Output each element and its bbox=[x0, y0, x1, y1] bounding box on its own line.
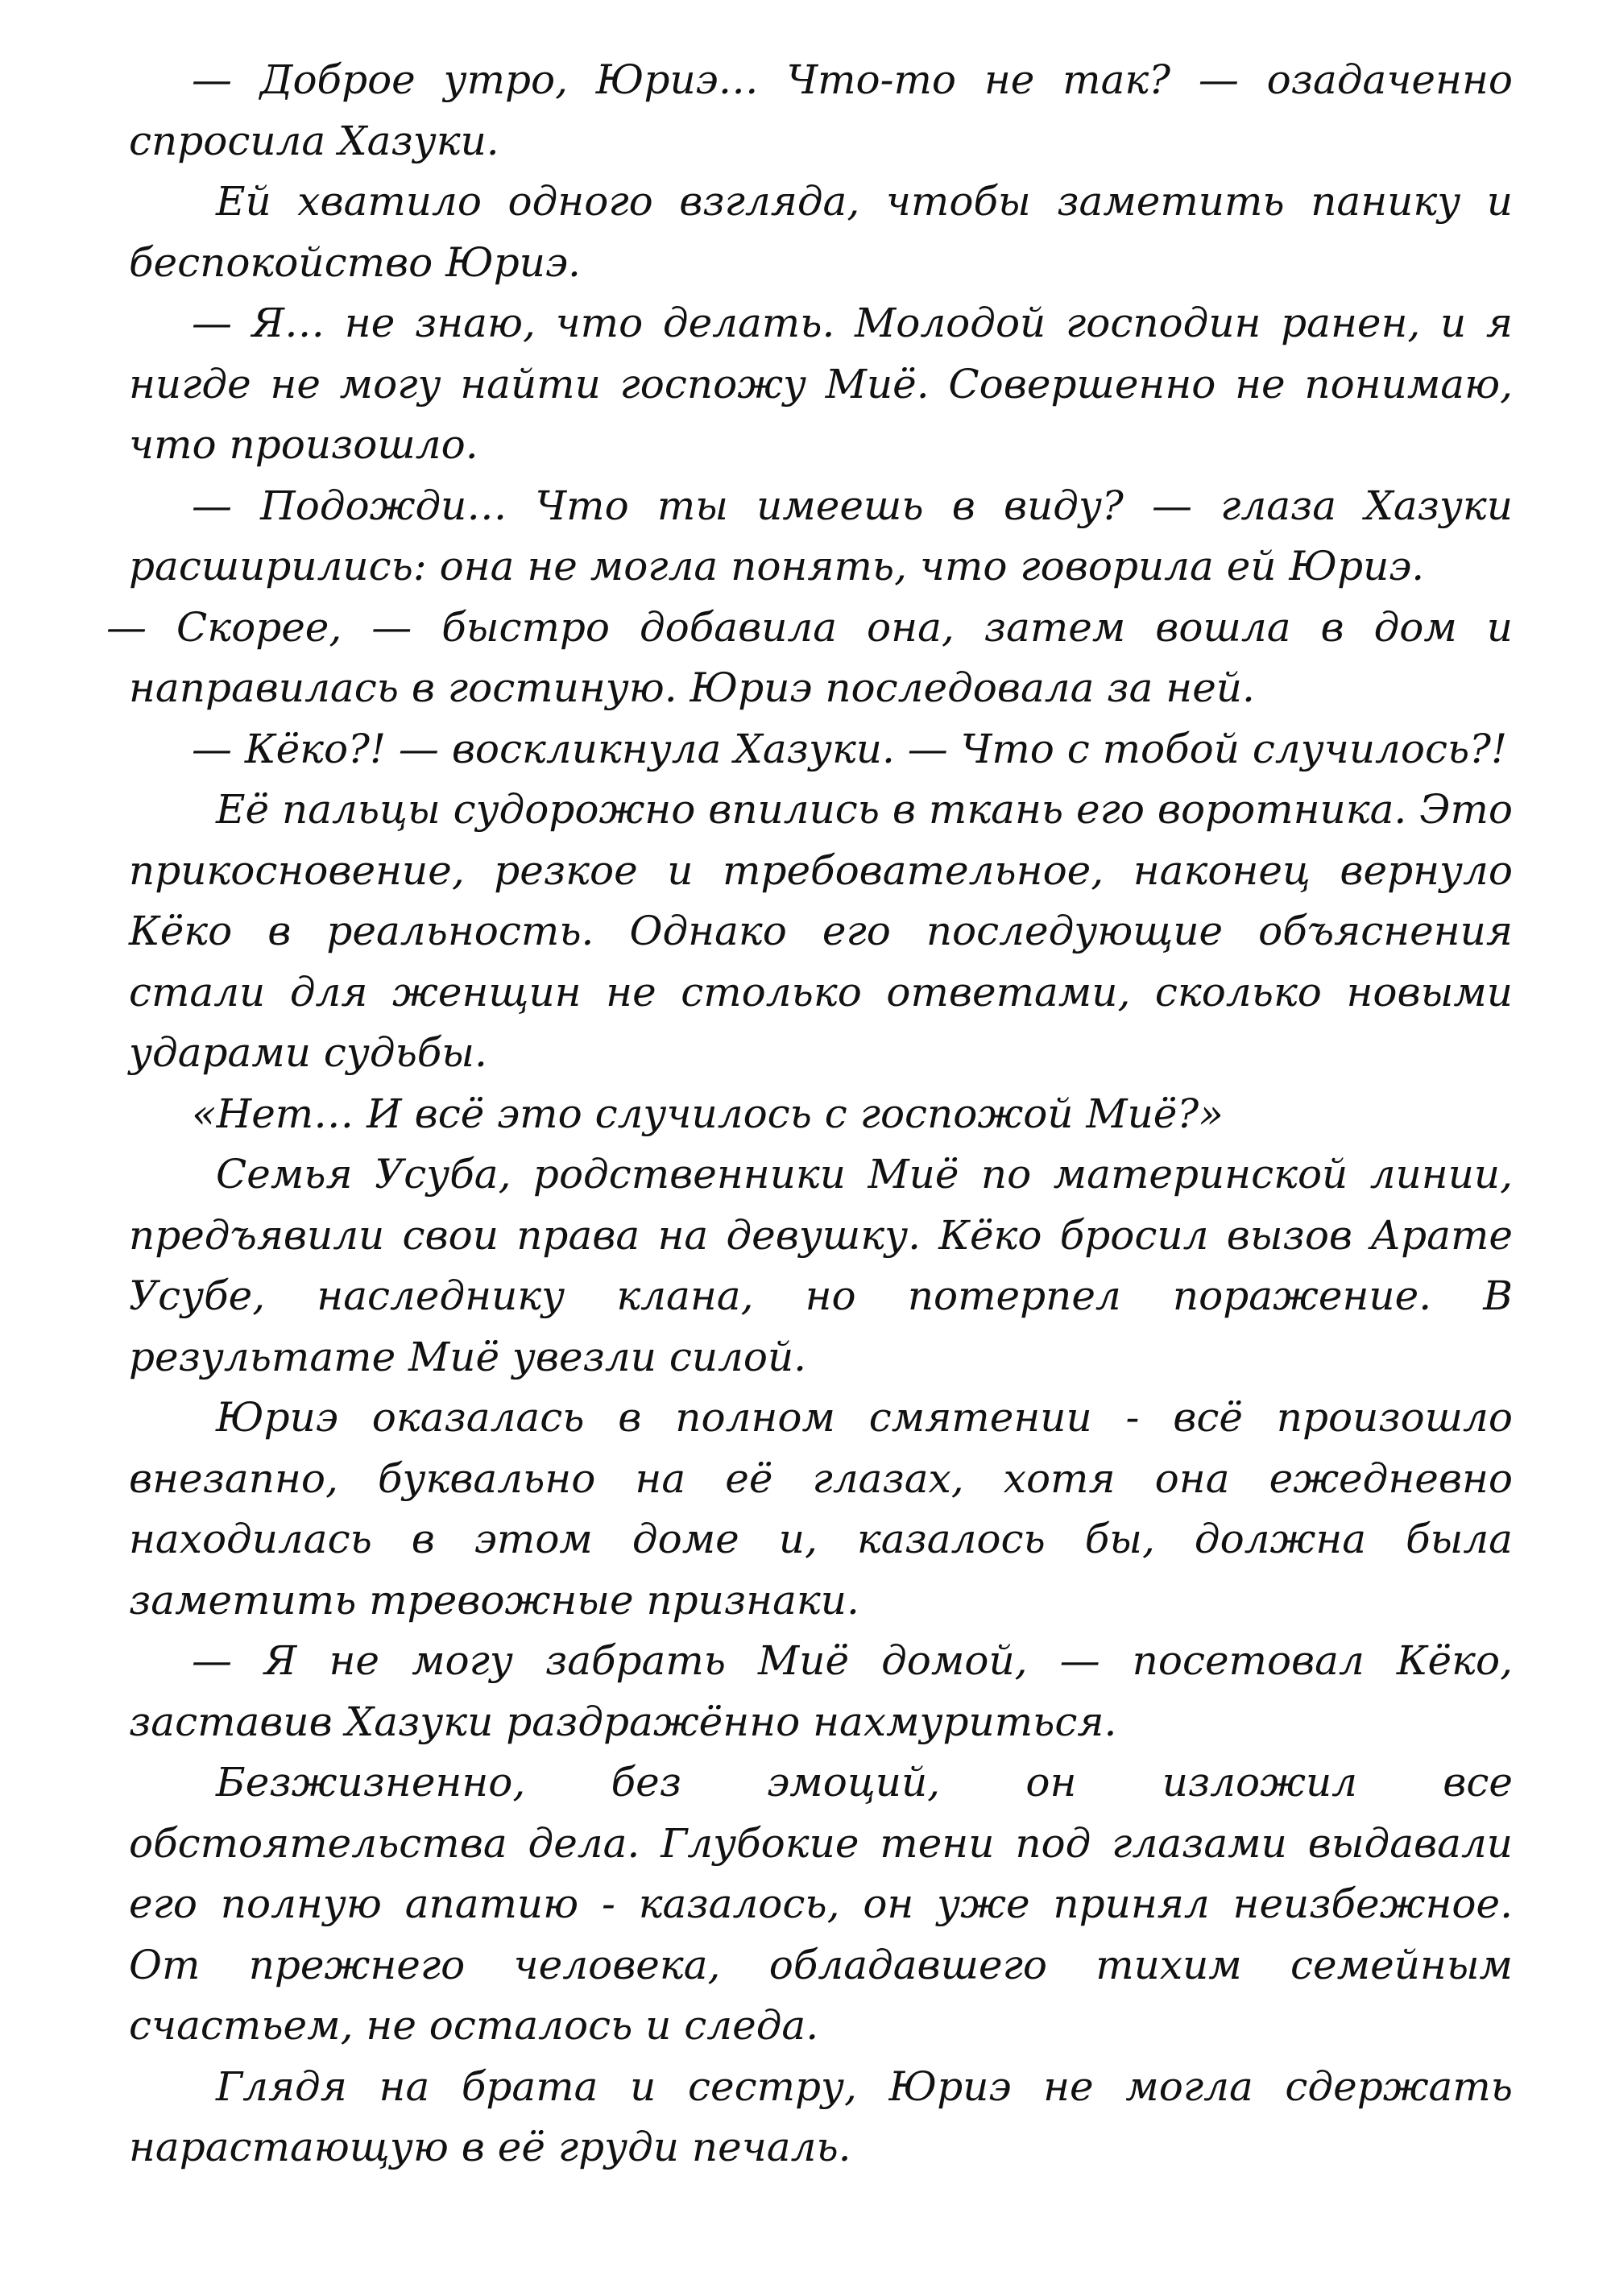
paragraph-13: Глядя на брата и сестру, Юриэ не могла сдержать нарастающую в её груди печаль. bbox=[129, 2062, 1513, 2170]
paragraph-10: Юриэ оказалась в полном смятении - всё произошло внезапно, буквально на её глазах, хотя она ежедневно находилась в этом доме и, казалось бы, должна была заметить тревожные признаки. bbox=[129, 1394, 1513, 1624]
paragraph-7: Её пальцы судорожно впились в ткань его воротника. Это прикосновение, резкое и требовательное, наконец вернуло Кёко в реальность. Однако его последующие объяснения стали для женщин не столько ответами, сколько новыми ударами судьбы. bbox=[129, 786, 1513, 1076]
document-body bbox=[106, 50, 1513, 2178]
paragraph-4: — Подожди… Что ты имеешь в виду? — глаза Хазуки расширились: она не могла понять, что говорила ей Юриэ. bbox=[129, 482, 1513, 590]
paragraph-5: — Скорее, — быстро добавила она, затем вошла в дом и направилась в гостиную. Юриэ последовала за ней. bbox=[106, 603, 1513, 711]
paragraph-9: Семья Усуба, родственники Миё по материнской линии, предъявили свои права на девушку. Кёко бросил вызов Арате Усубе, наследнику клана, но потерпел поражение. В результате Миё увезли силой. bbox=[129, 1151, 1513, 1380]
paragraph-8: «Нет… И всё это случилось с госпожой Миё?» bbox=[192, 1090, 1224, 1137]
paragraph-2: Ей хватило одного взгляда, чтобы заметить панику и беспокойство Юриэ. bbox=[129, 178, 1513, 286]
paragraph-12: Безжизненно, без эмоций, он изложил все обстоятельства дела. Глубокие тени под глазами выдавали его полную апатию - казалось, он уже принял неизбежное. От прежнего человека, обладавшего тихим семейным счастьем, не осталось и следа. bbox=[129, 1759, 1513, 2049]
paragraph-6: — Кёко?! — воскликнула Хазуки. — Что с тобой случилось?! bbox=[192, 725, 1508, 772]
paragraph-3: — Я… не знаю, что делать. Молодой господин ранен, и я нигде не могу найти госпожу Миё. Совершенно не понимаю, что произошло. bbox=[129, 300, 1513, 468]
paragraph-1: — Доброе утро, Юриэ… Что-то не так? — озадаченно спросила Хазуки. bbox=[129, 56, 1513, 164]
paragraph-11: — Я не могу забрать Миё домой, — посетовал Кёко, заставив Хазуки раздражённо нахмуриться. bbox=[129, 1637, 1513, 1745]
